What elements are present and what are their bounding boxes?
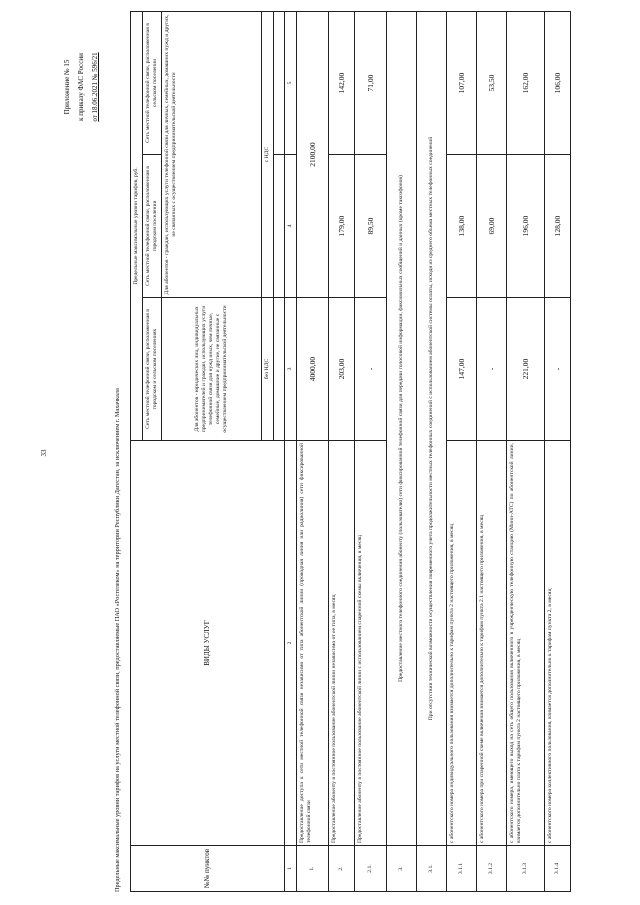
- header-no-vat: без НДС: [261, 298, 273, 441]
- row-value-5: 142,00: [328, 11, 354, 154]
- header-subscribers-legal: Для абонентов - юридических лиц, индивидуальных предпринимателей и граждан, использующих услуги телефонной связи для нужд иных, чем личные, семейные, домашние и другие, не связанные с осуществлением предпринимательской деятельности: [161, 298, 261, 441]
- row-value-3: 203,00: [328, 298, 354, 441]
- row-text: Предоставление абоненту в постоянное пользование абонентской линии с использованием спаренной схемы включения, в месяц: [354, 441, 386, 846]
- col-num-2: 2: [284, 441, 296, 846]
- table-row: [544, 11, 570, 891]
- header-net-rural-2: Сеть местной телефонной связи, расположенная в сельском поселении: [142, 11, 161, 154]
- row-value-4: 179,00: [328, 155, 354, 298]
- row-value-4: 69,00: [476, 155, 506, 298]
- row-text: Предоставление абоненту в постоянное пользование абонентской линии независимо от ее типа, в месяц: [328, 441, 354, 846]
- header-with-vat: с НДС: [261, 11, 273, 297]
- row-number: 3.1.2: [476, 846, 506, 892]
- row-value-4: 128,00: [544, 155, 570, 298]
- row-text: с абонентского номера коллективного пользования, взимается дополнительно к тарифам пункта 2, в месяц: [544, 441, 570, 846]
- header-levels: Предельные максимальные уровни тарифов, руб.: [131, 11, 143, 440]
- row-number: 3.1.: [416, 846, 446, 892]
- table-row: [476, 11, 506, 891]
- tariff-table: [130, 11, 571, 892]
- table-row-section: [416, 11, 446, 891]
- table-row: [446, 11, 476, 891]
- row-value-3: -: [544, 298, 570, 441]
- appendix-line-3: от 18.06.2021 № 596/21: [91, 52, 99, 122]
- row-section-text: Предоставление местного телефонного соединения абоненту (пользователю) сети фиксированной телефонной связи для передачи голосовой информации, факсимильных сообщений и данных (кроме таксофонов): [386, 11, 416, 845]
- blank-cell: [273, 11, 284, 154]
- table-row-section: [386, 11, 416, 891]
- row-value-5: 71,00: [354, 11, 386, 154]
- col-num-4: 4: [284, 155, 296, 298]
- appendix-line-2: к приказу ФАС России: [77, 53, 85, 121]
- document-title: Предельные максимальные уровни тарифов на услуги местной телефонной связи, предоставляемые ПАО «Ростелеком» на территории Республики Дагестан, за исключением г. Махачкала: [114, 388, 121, 892]
- header-row-levels: [131, 11, 143, 891]
- table-row: [296, 11, 328, 891]
- row-section-text: При отсутствии технической возможности осуществления повременного учета продолжительности местных телефонных соединений с использованием абонентской системы оплаты, исходя из среднего объема местных телефонных соединений: [416, 11, 446, 845]
- header-num: №№ пунктов: [131, 846, 285, 892]
- row-text: Предоставление доступа к сети местной телефонной связи независимо от типа абонентской линии (проводная линия или радиолиния) сети фиксированной телефонной связи: [296, 441, 328, 846]
- row-text: с абонентского номера при спаренной схеме включения взимается дополнительно к тарифам пункта 2.1 настоящего приложения, в месяц: [476, 441, 506, 846]
- row-value-45: 2100,00: [296, 11, 328, 297]
- column-numbers-row: [284, 11, 296, 891]
- col-num-5: 5: [284, 11, 296, 154]
- row-number: 1.: [296, 846, 328, 892]
- row-value-4: 138,00: [446, 155, 476, 298]
- appendix-block: [60, 12, 102, 162]
- row-text: с абонентского номера индивидуального пользования взимается дополнительно к тарифам пункта 2 настоящего приложения, в месяц: [446, 441, 476, 846]
- header-subscribers-private: Для абонентов - граждан, использующих услуги телефонной связи для личных, семейных, домашних нужд и других, не связанных с осуществлением предпринимательской деятельности: [161, 11, 261, 297]
- row-value-3: 221,00: [506, 298, 544, 441]
- row-value-5: 107,00: [446, 11, 476, 154]
- appendix-line-1: Приложение № 15: [63, 59, 71, 115]
- page-number: 33: [40, 449, 48, 457]
- header-net-urban: Сеть местной телефонной связи, расположенная в городском поселении: [142, 155, 161, 298]
- rotated-page: [60, 12, 580, 892]
- row-value-4: 196,00: [506, 155, 544, 298]
- blank-cell: [273, 155, 284, 298]
- header-net-rural-1: Сеть местной телефонной связи, расположенная в городском и сельском поселениях: [142, 298, 161, 441]
- row-text: с абонентского номера, имеющего выход на сеть общего пользования включенного в учрежденческую телефонную станцию (Мини-АТС) по абонентской линии, взимается дополнительно плата к тарифам пункта 2 настоящего приложения, в месяц: [506, 441, 544, 846]
- row-value-3: -: [476, 298, 506, 441]
- row-value-4: 89,50: [354, 155, 386, 298]
- row-number: 3.1.4: [544, 846, 570, 892]
- table-row: [354, 11, 386, 891]
- row-number: 2.: [328, 846, 354, 892]
- row-value-5: 53,50: [476, 11, 506, 154]
- table-row: [506, 11, 544, 891]
- row-number: 3.: [386, 846, 416, 892]
- row-number: 3.1.1: [446, 846, 476, 892]
- blank-cell: [273, 298, 284, 441]
- row-value-3: -: [354, 298, 386, 441]
- col-num-3: 3: [284, 298, 296, 441]
- row-number: 3.1.3: [506, 846, 544, 892]
- row-number: 2.1.: [354, 846, 386, 892]
- header-services: ВИДЫ УСЛУГ: [131, 441, 285, 846]
- table-row: [328, 11, 354, 891]
- row-value-3: 4000,00: [296, 298, 328, 441]
- row-value-3: 147,00: [446, 298, 476, 441]
- row-value-5: 162,00: [506, 11, 544, 154]
- row-value-5: 106,00: [544, 11, 570, 154]
- col-num-1: 1: [284, 846, 296, 892]
